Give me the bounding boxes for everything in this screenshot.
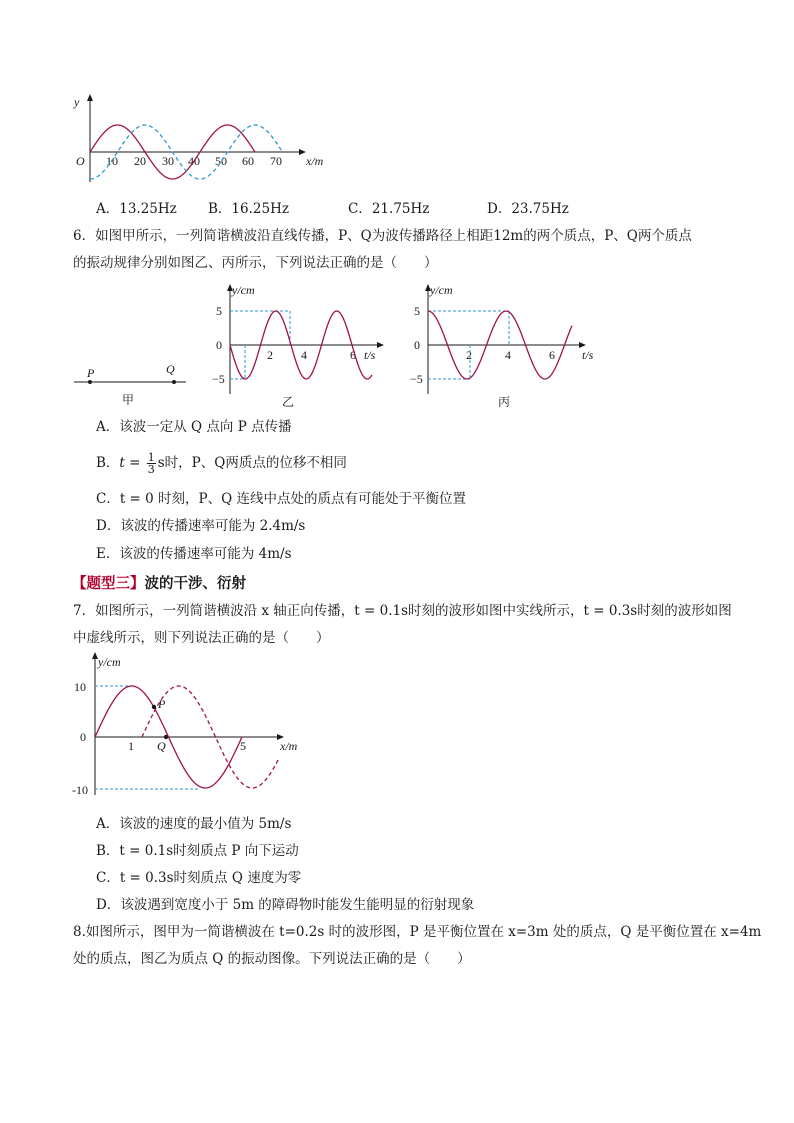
q6-yi-x-tick: 6 — [350, 348, 356, 362]
q5-option-d[interactable]: D．23.75Hz — [487, 201, 569, 217]
q5-y-label: y — [74, 95, 80, 109]
q6-bing-y-tick: 5 — [414, 304, 420, 318]
q5-tick: 20 — [134, 154, 146, 168]
q6-bing-y-label: y/cm — [430, 283, 453, 297]
q6-option-e[interactable]: E．该波的传播速率可能为 4m/s — [96, 546, 292, 562]
q5-option-c[interactable]: C．21.75Hz — [348, 201, 430, 217]
q6-option-a[interactable]: A．该波一定从 Q 点向 P 点传播 — [96, 419, 292, 435]
q5-tick: 30 — [162, 154, 174, 168]
q7-y-tick: 10 — [74, 680, 86, 694]
q6-bing-x-label: t/s — [582, 348, 594, 362]
q7-y-tick: -10 — [72, 783, 88, 797]
q6-point-p: P — [87, 366, 95, 380]
q7-x-tick: 1 — [128, 739, 134, 753]
section-heading-3: 【题型三】波的干涉、衍射 — [72, 575, 246, 592]
q5-wave-graph — [70, 92, 350, 192]
q5-tick: 40 — [188, 154, 200, 168]
q7-x-label: x/m — [280, 739, 298, 753]
q5-origin: O — [76, 154, 85, 168]
q5-x-label: x/m — [306, 154, 324, 168]
q6-yi-x-tick: 2 — [267, 348, 273, 362]
q6-yi-y-tick: 0 — [216, 338, 222, 352]
q6-stem-line2: 的振动规律分别如图乙、丙所示，下列说法正确的是（ ） — [73, 255, 438, 271]
q8-stem-line2: 处的质点，图乙为质点 Q 的振动图像。下列说法正确的是（ ） — [73, 951, 471, 967]
q6-option-d[interactable]: D．该波的传播速率可能为 2.4m/s — [96, 518, 306, 534]
q6-yi-x-tick: 4 — [301, 348, 307, 362]
q7-option-a[interactable]: A．该波的速度的最小值为 5m/s — [96, 816, 292, 832]
q7-y-label: y/cm — [98, 655, 121, 669]
q7-point-q: Q — [157, 739, 166, 753]
q7-wave-graph — [70, 650, 310, 800]
q5-option-b[interactable]: B．16.25Hz — [208, 201, 289, 217]
q6-stem-line1: 6．如图甲所示，一列简谐横波沿直线传播，P、Q为波传播路径上相距12m的两个质点，P、Q两个质点 — [73, 228, 692, 244]
q6-figure-jia — [70, 360, 190, 410]
q6-option-b-fraction: $\frac{1}{3}$ — [147, 450, 155, 476]
q5-option-a[interactable]: A．13.25Hz — [96, 201, 177, 217]
q7-option-b[interactable]: B．t = 0.1s时刻质点 P 向下运动 — [96, 843, 299, 859]
q5-tick: 10 — [106, 154, 118, 168]
q7-stem-line2: 中虚线所示，则下列说法正确的是（ ） — [73, 630, 330, 646]
q6-yi-y-tick: 5 — [216, 304, 222, 318]
q6-point-q: Q — [166, 362, 175, 376]
q6-bing-x-tick: 2 — [466, 348, 472, 362]
q7-y-tick: 0 — [80, 730, 86, 744]
q6-bing-y-tick: 0 — [414, 338, 420, 352]
q8-stem-line1: 8.如图所示，图甲为一简谐横波在 t=0.2s 时的波形图，P 是平衡位置在 x=3m 处的质点，Q 是平衡位置在 x=4m — [73, 924, 762, 940]
q6-caption-yi: 乙 — [282, 395, 295, 409]
q7-option-d[interactable]: D．该波遇到宽度小于 5m 的障碍物时能发生能明显的衍射现象 — [96, 897, 475, 913]
q7-x-tick: 5 — [240, 739, 246, 753]
q6-figure-bing — [408, 282, 598, 412]
q6-yi-x-label: t/s — [364, 348, 376, 362]
q6-caption-jia: 甲 — [122, 393, 135, 407]
q6-option-b[interactable]: B． t = $\frac{1}{3}$ s时，P、Q两质点的位移不相同 — [96, 450, 347, 476]
q6-yi-y-label: y/cm — [232, 283, 255, 297]
q6-caption-bing: 丙 — [498, 395, 511, 409]
q6-bing-y-tick: −5 — [410, 372, 423, 386]
q5-tick: 60 — [242, 154, 254, 168]
q7-stem-line1: 7．如图所示，一列简谐横波沿 x 轴正向传播，t = 0.1s时刻的波形如图中实线所示，t = 0.3s时刻的波形如图 — [73, 603, 732, 619]
q6-yi-y-tick: −5 — [212, 372, 225, 386]
q6-bing-x-tick: 6 — [549, 348, 555, 362]
q6-figure-yi — [210, 282, 390, 412]
q5-tick: 70 — [270, 154, 282, 168]
q6-option-c[interactable]: C．t = 0 时刻，P、Q 连线中点处的质点有可能处于平衡位置 — [96, 491, 466, 507]
q7-point-p: P — [158, 697, 166, 711]
q5-tick: 50 — [215, 154, 227, 168]
q7-option-c[interactable]: C．t = 0.3s时刻质点 Q 速度为零 — [96, 870, 302, 886]
q6-bing-x-tick: 4 — [505, 348, 511, 362]
